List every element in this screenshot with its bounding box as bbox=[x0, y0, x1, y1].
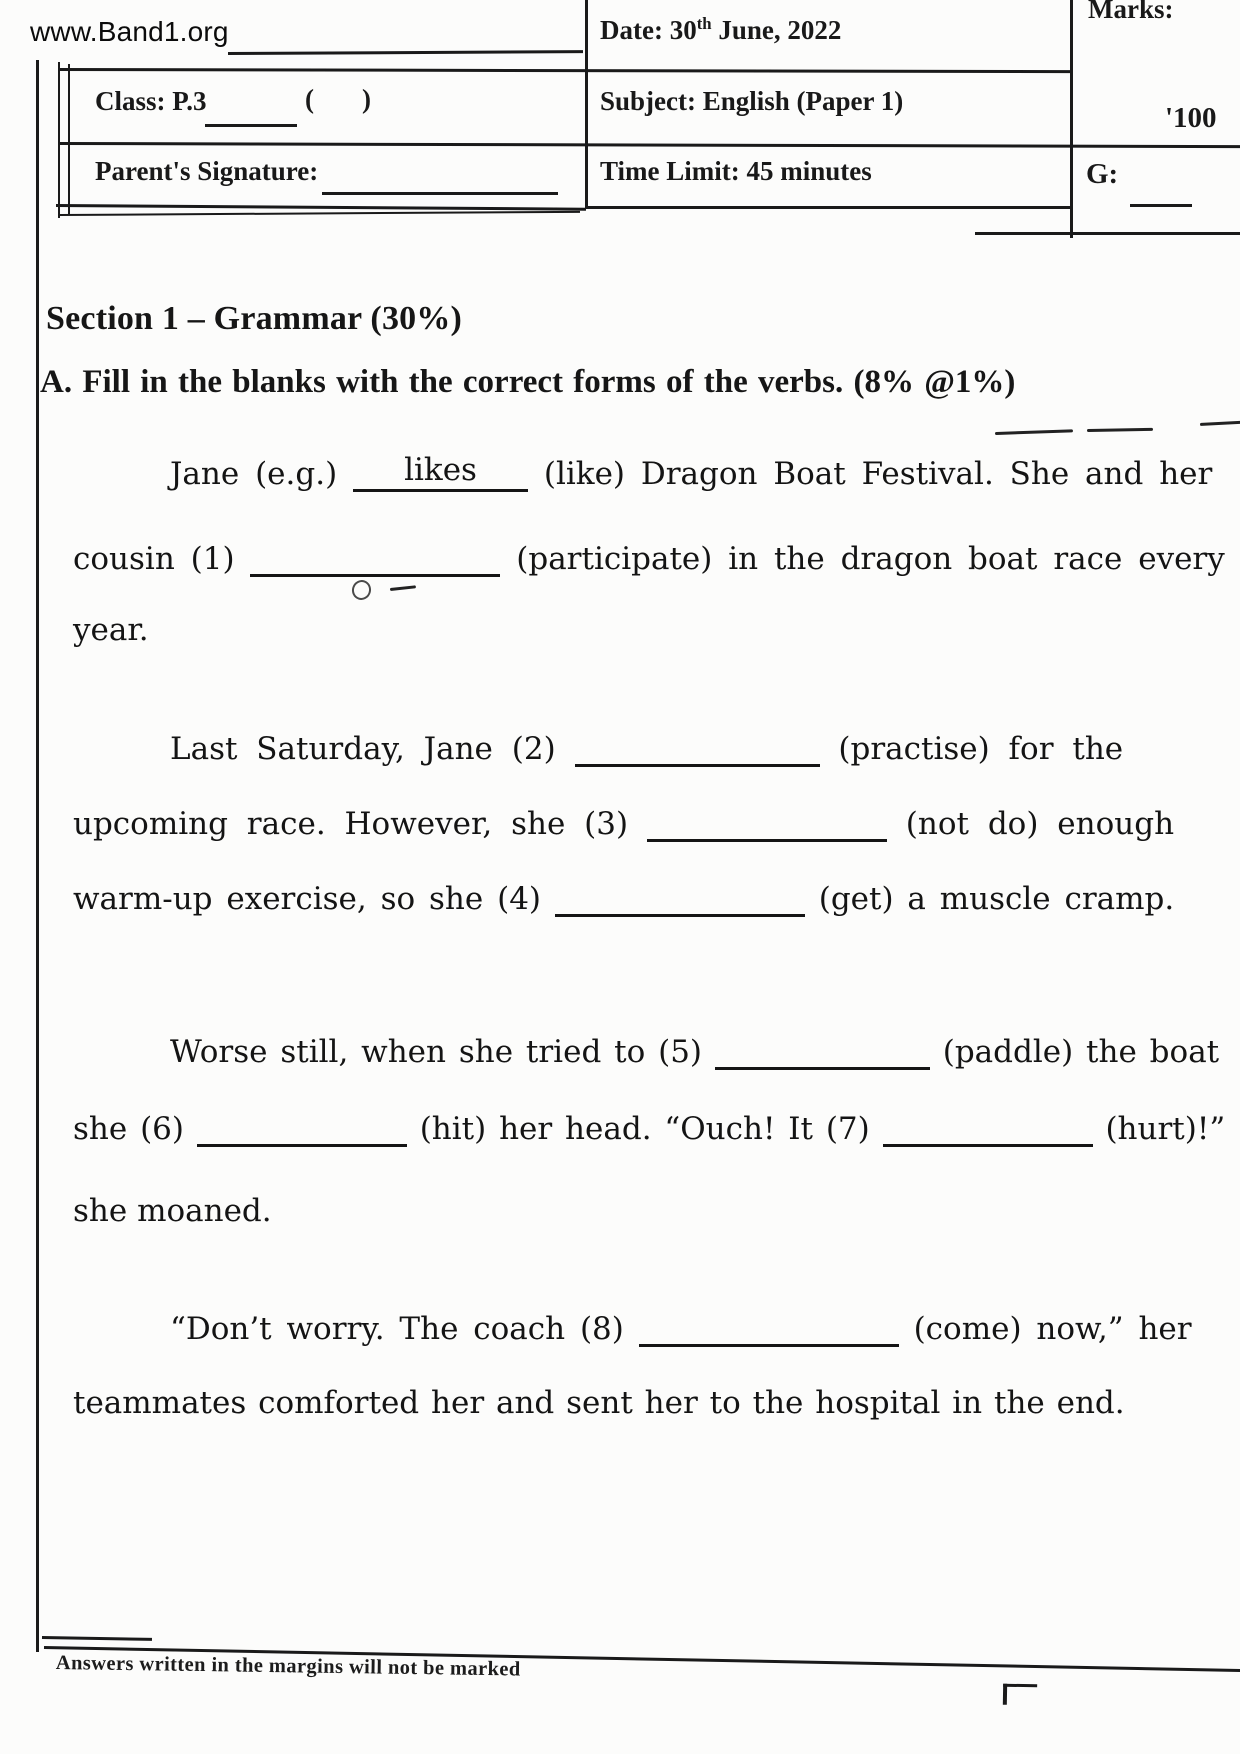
passage-text: (paddle) the boat bbox=[929, 1034, 1220, 1070]
passage-text: teammates comforted her and sent her to the hospital in the end. bbox=[73, 1385, 1125, 1421]
pencil-dash-mark bbox=[1087, 428, 1153, 432]
passage-text: she moaned. bbox=[73, 1193, 272, 1229]
grade-blank bbox=[1130, 160, 1192, 207]
pencil-dash-mark bbox=[390, 585, 416, 590]
answer-blank bbox=[575, 730, 820, 767]
passage-line bbox=[73, 1385, 1125, 1421]
date-ordinal: th bbox=[696, 14, 712, 33]
table-mid-border bbox=[58, 142, 1240, 148]
table-column-divider-2 bbox=[1070, 0, 1073, 238]
answer-blank bbox=[250, 540, 500, 577]
answer-blank bbox=[715, 1033, 930, 1070]
footer-note: Answers written in the margins will not be marked bbox=[55, 1652, 521, 1681]
answer-blank bbox=[555, 880, 805, 917]
answer-blank bbox=[883, 1110, 1093, 1147]
example-answer: likes bbox=[404, 455, 477, 488]
marks-label: Marks: bbox=[1088, 0, 1174, 24]
answer-blank bbox=[639, 1310, 899, 1347]
total-marks: '100 bbox=[1165, 102, 1217, 134]
passage-line bbox=[73, 1193, 272, 1229]
passage-line bbox=[170, 1033, 1219, 1070]
table-left-border-outer bbox=[58, 62, 60, 218]
passage-text: (participate) in the dragon boat race every bbox=[500, 541, 1225, 577]
passage-text: she (6) bbox=[73, 1111, 197, 1147]
table-bottom-border-right bbox=[975, 232, 1240, 235]
class-blank bbox=[205, 90, 297, 127]
passage-line bbox=[170, 730, 1123, 767]
corner-bracket-mark bbox=[1003, 1684, 1037, 1706]
date-text-rest: June, 2022 bbox=[711, 15, 842, 45]
footer-step-line bbox=[42, 1636, 152, 1640]
passage-text: “Don’t worry. The coach (8) bbox=[170, 1311, 639, 1347]
pencil-circle-mark bbox=[349, 578, 373, 603]
table-bottom-border-left-1 bbox=[56, 204, 586, 210]
subject-label: Subject: English (Paper 1) bbox=[600, 86, 904, 116]
passage-text: (hurt)!” bbox=[1092, 1111, 1226, 1147]
date-text: Date: 30 bbox=[600, 15, 697, 45]
name-blank-line bbox=[228, 50, 583, 55]
passage-text: cousin (1) bbox=[73, 541, 251, 577]
passage-text: (get) a muscle cramp. bbox=[804, 881, 1175, 917]
answer-blank bbox=[647, 805, 887, 842]
passage-text: Jane (e.g.) bbox=[170, 456, 354, 492]
class-label: Class: P.3 bbox=[95, 86, 207, 116]
instruction-line: A. Fill in the blanks with the correct forms of the verbs. (8% @1%) bbox=[40, 364, 1016, 400]
watermark-url: www.Band1.org bbox=[30, 16, 229, 47]
table-bottom-border-middle bbox=[585, 206, 1072, 209]
passage-line bbox=[73, 805, 1174, 842]
passage-text: Worse still, when she tried to (5) bbox=[170, 1034, 715, 1070]
passage-line bbox=[170, 455, 1212, 492]
time-limit-label: Time Limit: 45 minutes bbox=[600, 156, 872, 186]
answer-blank bbox=[353, 455, 528, 492]
passage-text: (not do) enough bbox=[886, 806, 1175, 842]
passage-text: (like) Dragon Boat Festival. She and her bbox=[528, 456, 1213, 492]
class-paren-open: ( bbox=[305, 84, 314, 114]
passage-text: (practise) for the bbox=[819, 731, 1124, 767]
passage-line bbox=[170, 1310, 1192, 1347]
grade-label: G: bbox=[1086, 158, 1119, 190]
passage-line bbox=[73, 880, 1174, 917]
passage-line bbox=[73, 1110, 1225, 1147]
pencil-dash-mark bbox=[1200, 420, 1240, 425]
passage-text: Last Saturday, Jane (2) bbox=[170, 731, 575, 767]
date-field bbox=[600, 14, 841, 46]
parent-signature-label: Parent's Signature: bbox=[95, 156, 319, 186]
table-left-border-inner bbox=[68, 64, 70, 214]
passage-text: warm-up exercise, so she (4) bbox=[73, 881, 555, 917]
passage-line bbox=[73, 540, 1225, 577]
table-column-divider-1 bbox=[585, 0, 588, 208]
parent-signature-blank bbox=[322, 158, 558, 195]
passage-text: year. bbox=[73, 612, 149, 648]
class-paren-close: ) bbox=[362, 84, 371, 114]
section-heading: Section 1 – Grammar (30%) bbox=[46, 300, 463, 337]
passage-text: upcoming race. However, she (3) bbox=[73, 806, 647, 842]
table-bottom-border-left-2 bbox=[60, 211, 580, 216]
passage-text: (come) now,” her bbox=[898, 1311, 1192, 1347]
passage-line bbox=[73, 612, 149, 648]
left-margin-rule bbox=[36, 60, 39, 1652]
table-top-border bbox=[58, 68, 1070, 73]
passage-text: (hit) her head. “Ouch! It (7) bbox=[406, 1111, 883, 1147]
pencil-dash-mark bbox=[995, 429, 1073, 434]
answer-blank bbox=[197, 1110, 407, 1147]
